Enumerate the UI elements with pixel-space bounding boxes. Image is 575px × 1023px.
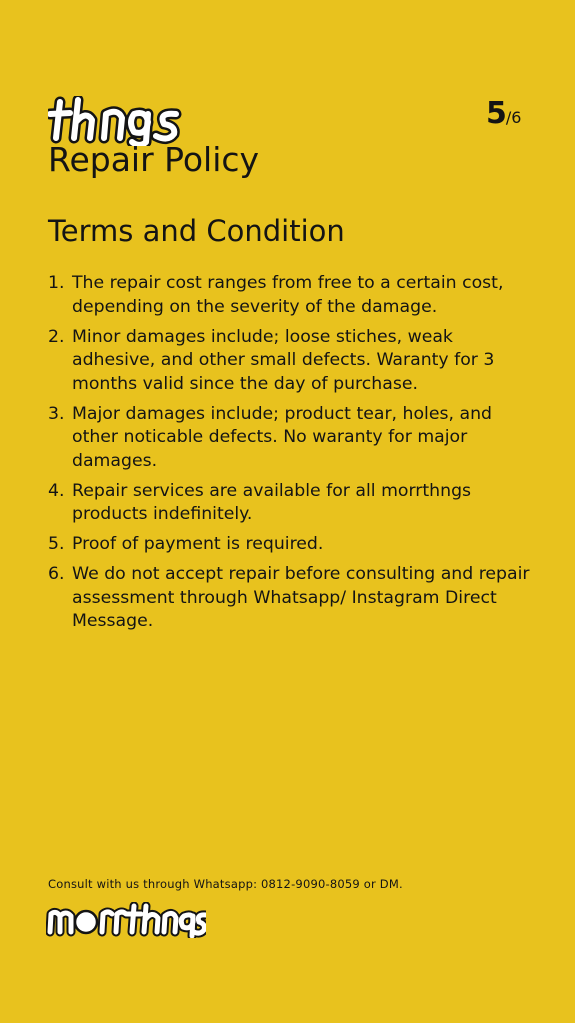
term-text: Minor damages include; loose stiches, weak adhesive, and other small defects. Waranty for 3 months valid since the day of purchase. [72,326,495,394]
term-number: 6. [48,564,65,584]
term-text: Major damages include; product tear, holes, and other noticable defects. No waranty for major damages. [72,403,492,471]
term-number: 1. [48,273,65,293]
section-title: Terms and Condition [48,214,345,248]
brand-logo-bottom [46,902,206,938]
term-text: We do not accept repair before consulting and repair assessment through Whatsapp/ Instagram Direct Message. [72,564,530,631]
term-item-4 [48,480,538,527]
term-item-1 [48,272,538,319]
term-number: 5. [48,534,65,554]
terms-list [48,272,538,640]
page-counter [486,96,521,131]
term-item-2 [48,326,538,397]
term-text: Proof of payment is required. [72,534,324,554]
term-item-3 [48,403,538,474]
term-item-6 [48,563,538,634]
term-item-5 [48,533,538,557]
page-title: Repair Policy [48,140,260,179]
contact-line: Consult with us through Whatsapp: 0812-9090-8059 or DM. [48,877,403,891]
term-number: 3. [48,403,65,424]
page-current: 5 [486,96,506,131]
term-text: Repair services are available for all morrthngs products indefinitely. [72,480,472,524]
page-total: /6 [505,108,522,127]
morrthngs-logo-graphic [46,902,206,938]
term-number: 4. [48,480,65,501]
term-text: The repair cost ranges from free to a certain cost, depending on the severity of the damage. [72,273,504,317]
term-number: 2. [48,326,65,347]
